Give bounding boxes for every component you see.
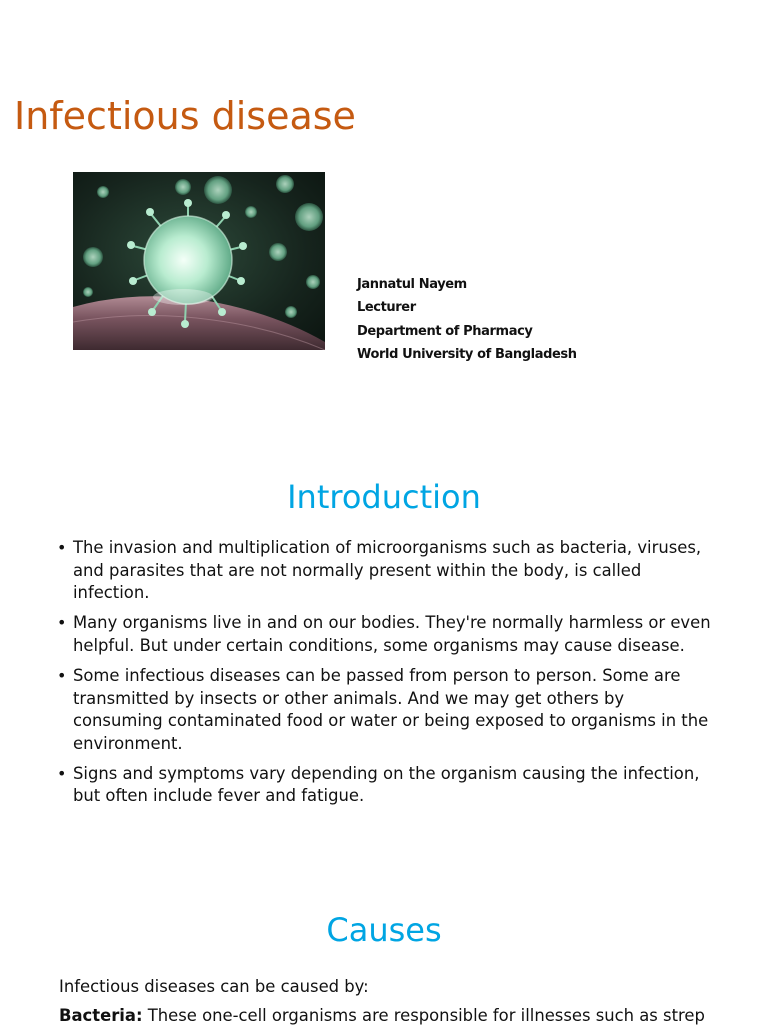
bullet-icon: • (57, 763, 67, 783)
author-role: Lecturer (357, 300, 416, 316)
list-item (55, 612, 715, 657)
document-title: Infectious disease (14, 94, 356, 138)
author-block (357, 273, 577, 366)
bacteria-text: These one-cell organisms are responsible for illnesses such as strep (142, 1006, 705, 1025)
causes-heading: Causes (326, 911, 442, 949)
author-university: World University of Bangladesh (357, 346, 577, 362)
bullet-icon: • (57, 538, 67, 557)
list-item (55, 537, 715, 605)
bullet-icon: • (57, 665, 67, 685)
virus-illustration (73, 172, 325, 350)
list-item-text: Some infectious diseases can be passed from person to person. Some are transmitted by insects or other animals. And we may get others by consuming contaminated food or water or being exposed to organisms in the environment. (73, 665, 709, 753)
causes-intro: Infectious diseases can be caused by: (59, 977, 369, 996)
introduction-list (55, 537, 715, 816)
list-item (55, 763, 715, 808)
bacteria-label: Bacteria: (59, 1006, 143, 1025)
bullet-icon: • (57, 613, 67, 633)
author-name: Jannatul Nayem (357, 277, 467, 292)
list-item-text: Signs and symptoms vary depending on the organism causing the infection, but often include fever and fatigue. (73, 763, 700, 806)
introduction-heading: Introduction (287, 478, 481, 516)
list-item-text: Many organisms live in and on our bodies. They're normally harmless or even helpful. But under certain conditions, some organisms may cause disease. (73, 613, 711, 655)
list-item (55, 665, 715, 755)
author-department: Department of Pharmacy (357, 323, 533, 339)
list-item-text: The invasion and multiplication of microorganisms such as bacteria, viruses, and parasites that are not normally present within the body, is called infection. (73, 538, 702, 603)
